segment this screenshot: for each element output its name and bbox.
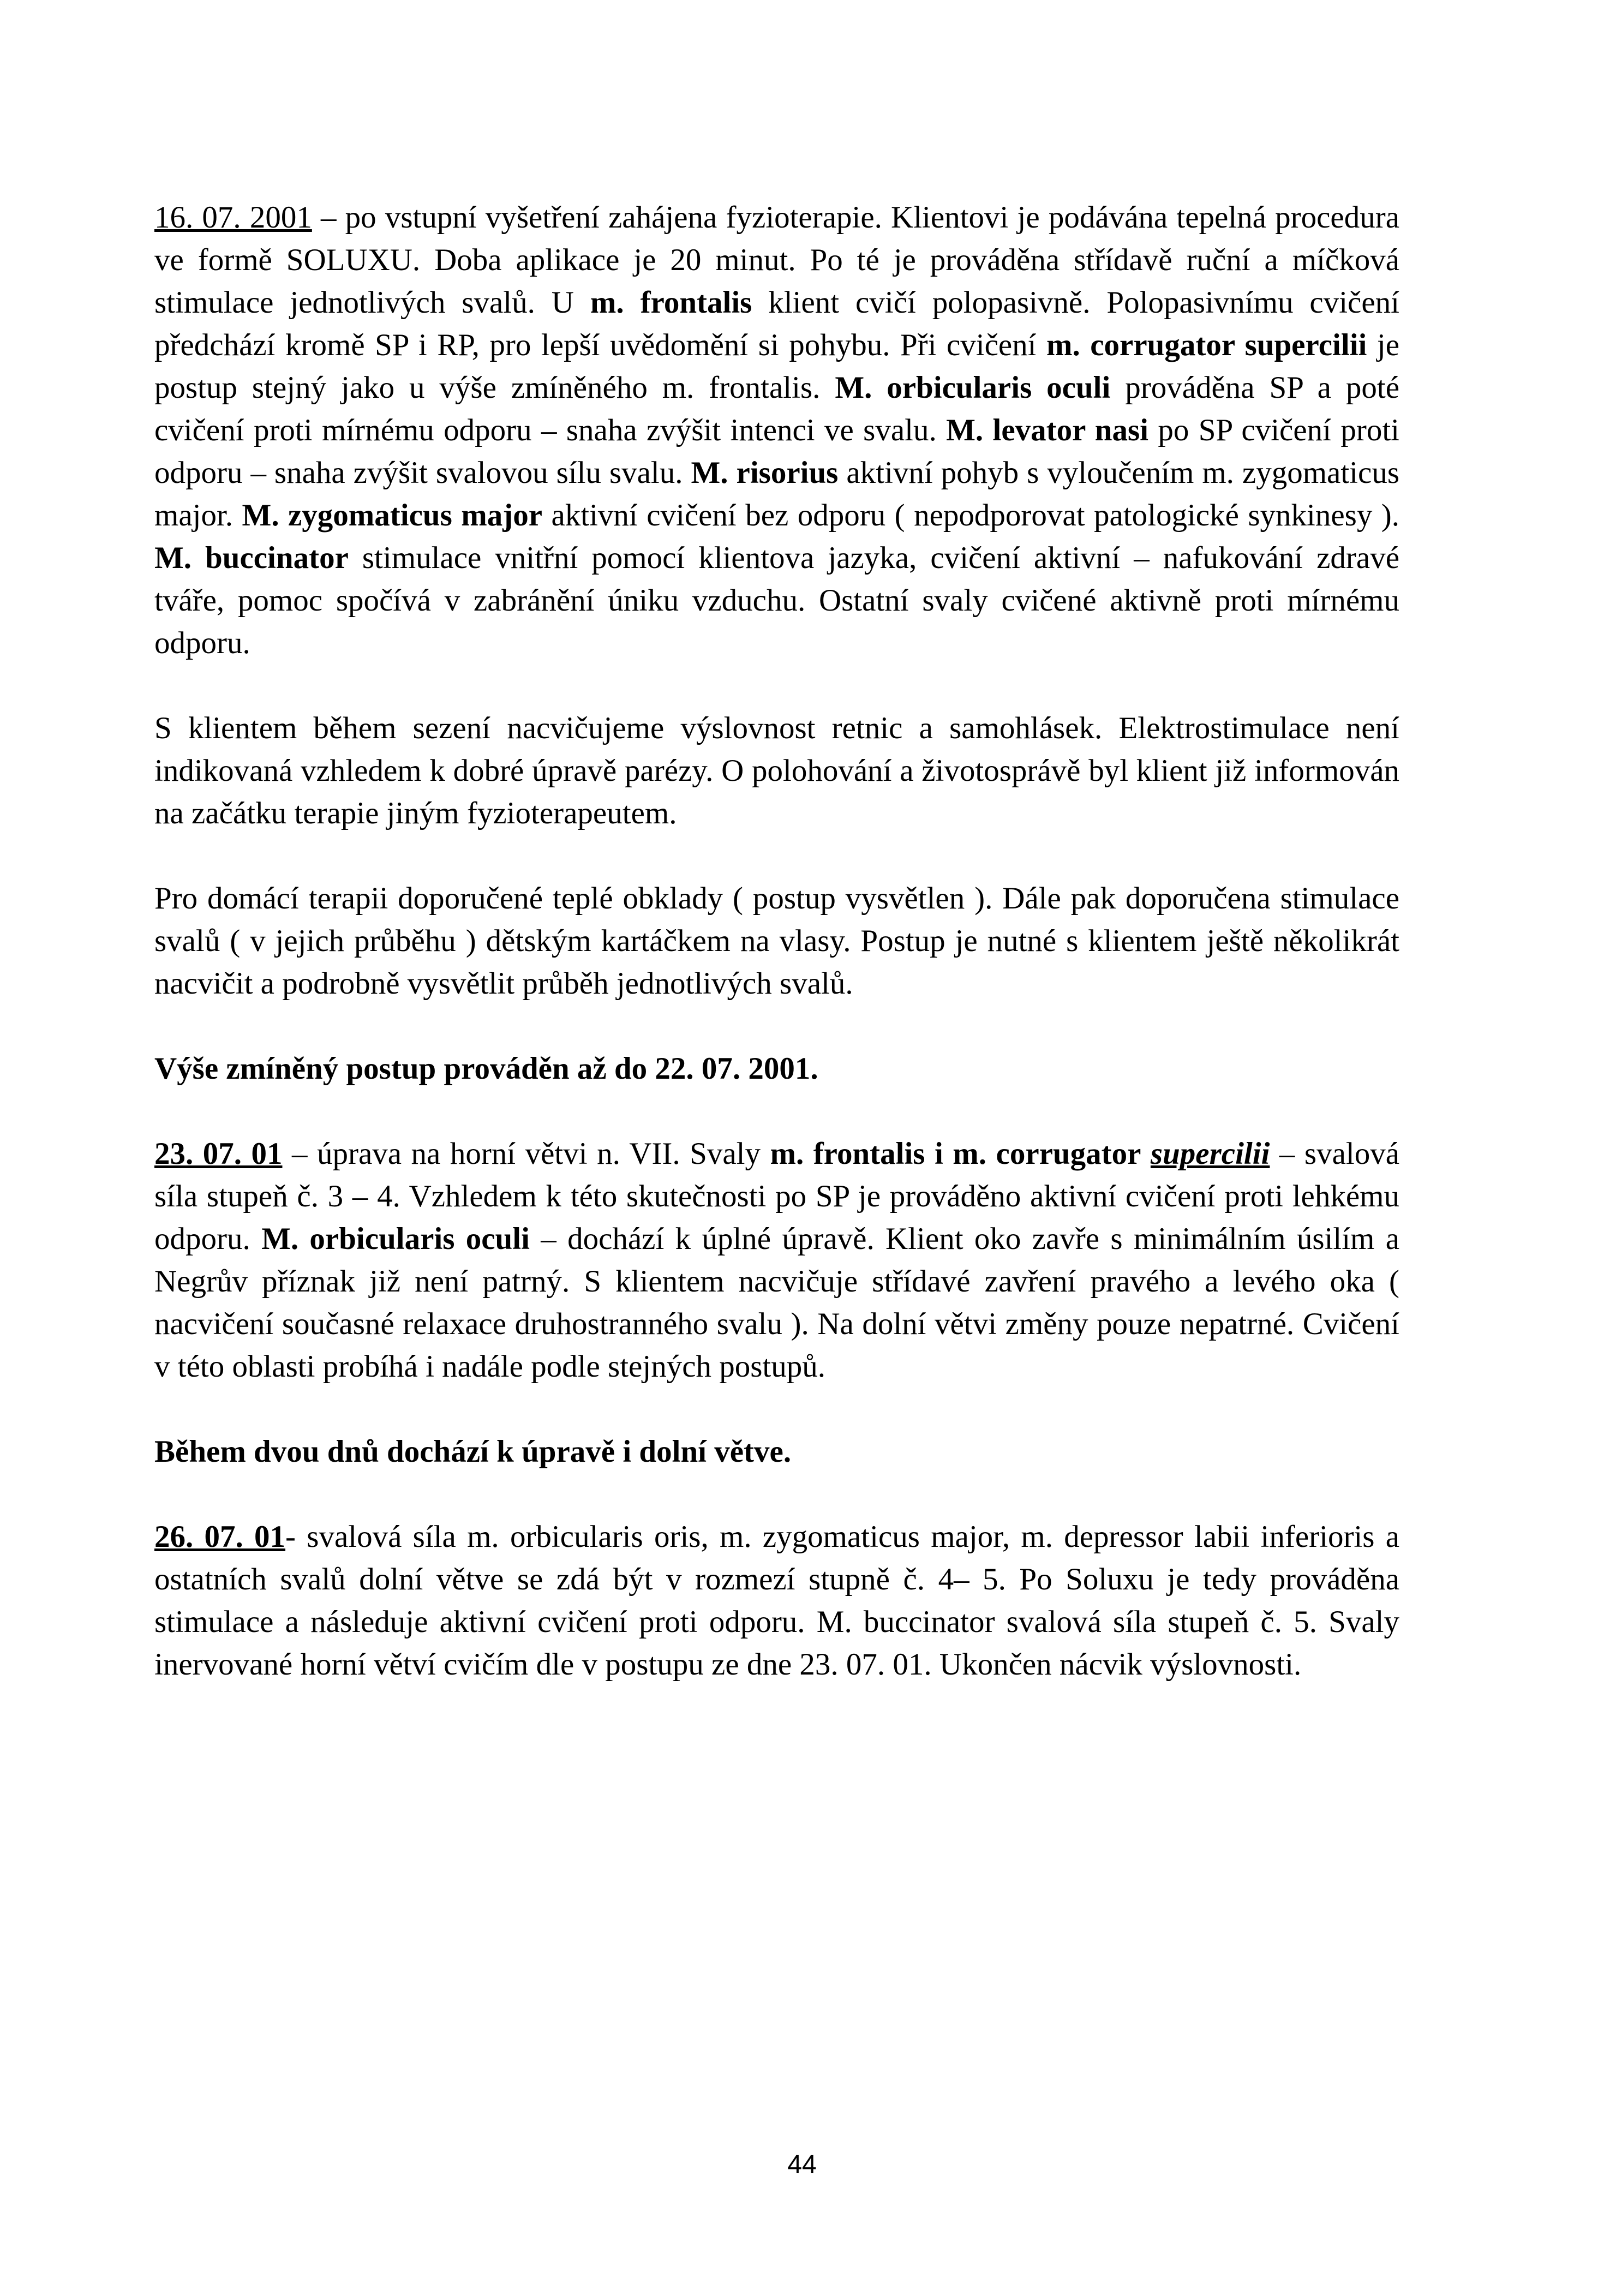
muscle-name: m. corrugator supercilii bbox=[1046, 328, 1367, 362]
text-run: – po vstupní vyšetření zahájena fyzioterapie. Klientovi je podávána tepelná procedura ve formě SOLUXU. Doba aplikace je 20 minut. Po té je prováděna střídavě ruční a míčková stimulace jednotlivých svalů. U bbox=[154, 200, 1399, 320]
entry-date: 26. 07. 01 bbox=[154, 1520, 286, 1554]
text-run: – úprava na horní větvi n. VII. Svaly bbox=[282, 1137, 770, 1171]
text-run: aktivní cvičení bez odporu ( nepodporovat patologické synkinesy ). bbox=[542, 498, 1400, 533]
text-run: prováděna SP a poté cvičení proti mírnému odporu – snaha zvýšit intenci ve svalu. bbox=[154, 370, 1400, 447]
text-run: - svalová síla m. orbicularis oris, m. zygomaticus major, m. depressor labii inferioris a ostatních svalů dolní větve se zdá být v rozmezí stupně č. 4– 5. Po Soluxu je tedy prováděna stimulace a následuje aktivní cvičení proti odporu. M. buccinator svalová síla stupeň č. 5. Svaly inervované horní větví cvičím dle v postupu ze dne 23. 07. 01. Ukončen nácvik výslovnosti. bbox=[154, 1520, 1400, 1682]
paragraph-procedure-until: Výše zmíněný postup prováděn až do 22. 07. 2001. bbox=[154, 1051, 818, 1086]
paragraph-therapy-start bbox=[154, 196, 1399, 665]
muscle-name: M. zygomaticus major bbox=[242, 498, 542, 533]
entry-date: 16. 07. 2001 bbox=[154, 200, 312, 235]
text-run: je postup stejný jako u výše zmíněného m. frontalis. bbox=[154, 328, 1399, 405]
muscle-name: M. orbicularis oculi bbox=[835, 370, 1111, 405]
text-run: – svalová síla stupeň č. 3 – 4. Vzhledem k této skutečnosti po SP je prováděno aktivní cvičení proti lehkému odporu. bbox=[154, 1137, 1400, 1256]
entry-date: 23. 07. 01 bbox=[154, 1137, 283, 1171]
text-run: stimulace vnitřní pomocí klientova jazyka, cvičení aktivní – nafukování zdravé tváře, pomoc spočívá v zabránění úniku vzduchu. Ostatní svaly cvičené aktivně proti mírnému odporu. bbox=[154, 541, 1400, 660]
muscle-name: m. frontalis i m. corrugator bbox=[770, 1137, 1141, 1171]
text-run: klient cvičí polopasivně. Polopasivnímu cvičení předchází kromě SP i RP, pro lepší uvědomění si pohybu. Při cvičení bbox=[154, 285, 1399, 362]
muscle-name: M. risorius bbox=[691, 456, 839, 490]
paragraph-upper-branch-recovery bbox=[154, 1133, 1399, 1388]
paragraph-muscle-strength bbox=[154, 1516, 1399, 1686]
muscle-name: m. frontalis bbox=[590, 285, 752, 320]
page-content bbox=[154, 196, 1399, 1686]
paragraph-pronunciation: S klientem během sezení nacvičujeme výslovnost retnic a samohlásek. Elektrostimulace není indikovaná vzhledem k dobré úpravě parézy. O polohování a životosprávě byl klient již informován na začátku terapie jiným fyzioterapeutem. bbox=[154, 711, 1399, 830]
paragraph-home-therapy: Pro domácí terapii doporučené teplé obklady ( postup vysvětlen ). Dále pak doporučena stimulace svalů ( v jejich průběhu ) dětským kartáčkem na vlasy. Postup je nutné s klientem ještě několikrát nacvičit a podrobně vysvětlit průběh jednotlivých svalů. bbox=[154, 881, 1399, 1001]
muscle-name: supercilii bbox=[1150, 1137, 1270, 1171]
text-run: aktivní pohyb s vyloučením m. zygomaticus major. bbox=[154, 456, 1400, 533]
page-number: 44 bbox=[787, 2150, 817, 2179]
muscle-name: M. levator nasi bbox=[946, 413, 1149, 447]
muscle-name: M. orbicularis oculi bbox=[261, 1222, 530, 1256]
muscle-name: M. buccinator bbox=[154, 541, 349, 575]
text-run: – dochází k úplné úpravě. Klient oko zavře s minimálním úsilím a Negrův příznak již není patrný. S klientem nacvičuje střídavé zavření pravého a levého oka ( nacvičení současné relaxace druhostranného svalu ). Na dolní větvi změny pouze nepatrné. Cvičení v této oblasti probíhá i nadále podle stejných postupů. bbox=[154, 1222, 1399, 1384]
paragraph-lower-branch-note: Během dvou dnů dochází k úpravě i dolní větve. bbox=[154, 1434, 792, 1469]
text-run: po SP cvičení proti odporu – snaha zvýšit svalovou sílu svalu. bbox=[154, 413, 1400, 490]
